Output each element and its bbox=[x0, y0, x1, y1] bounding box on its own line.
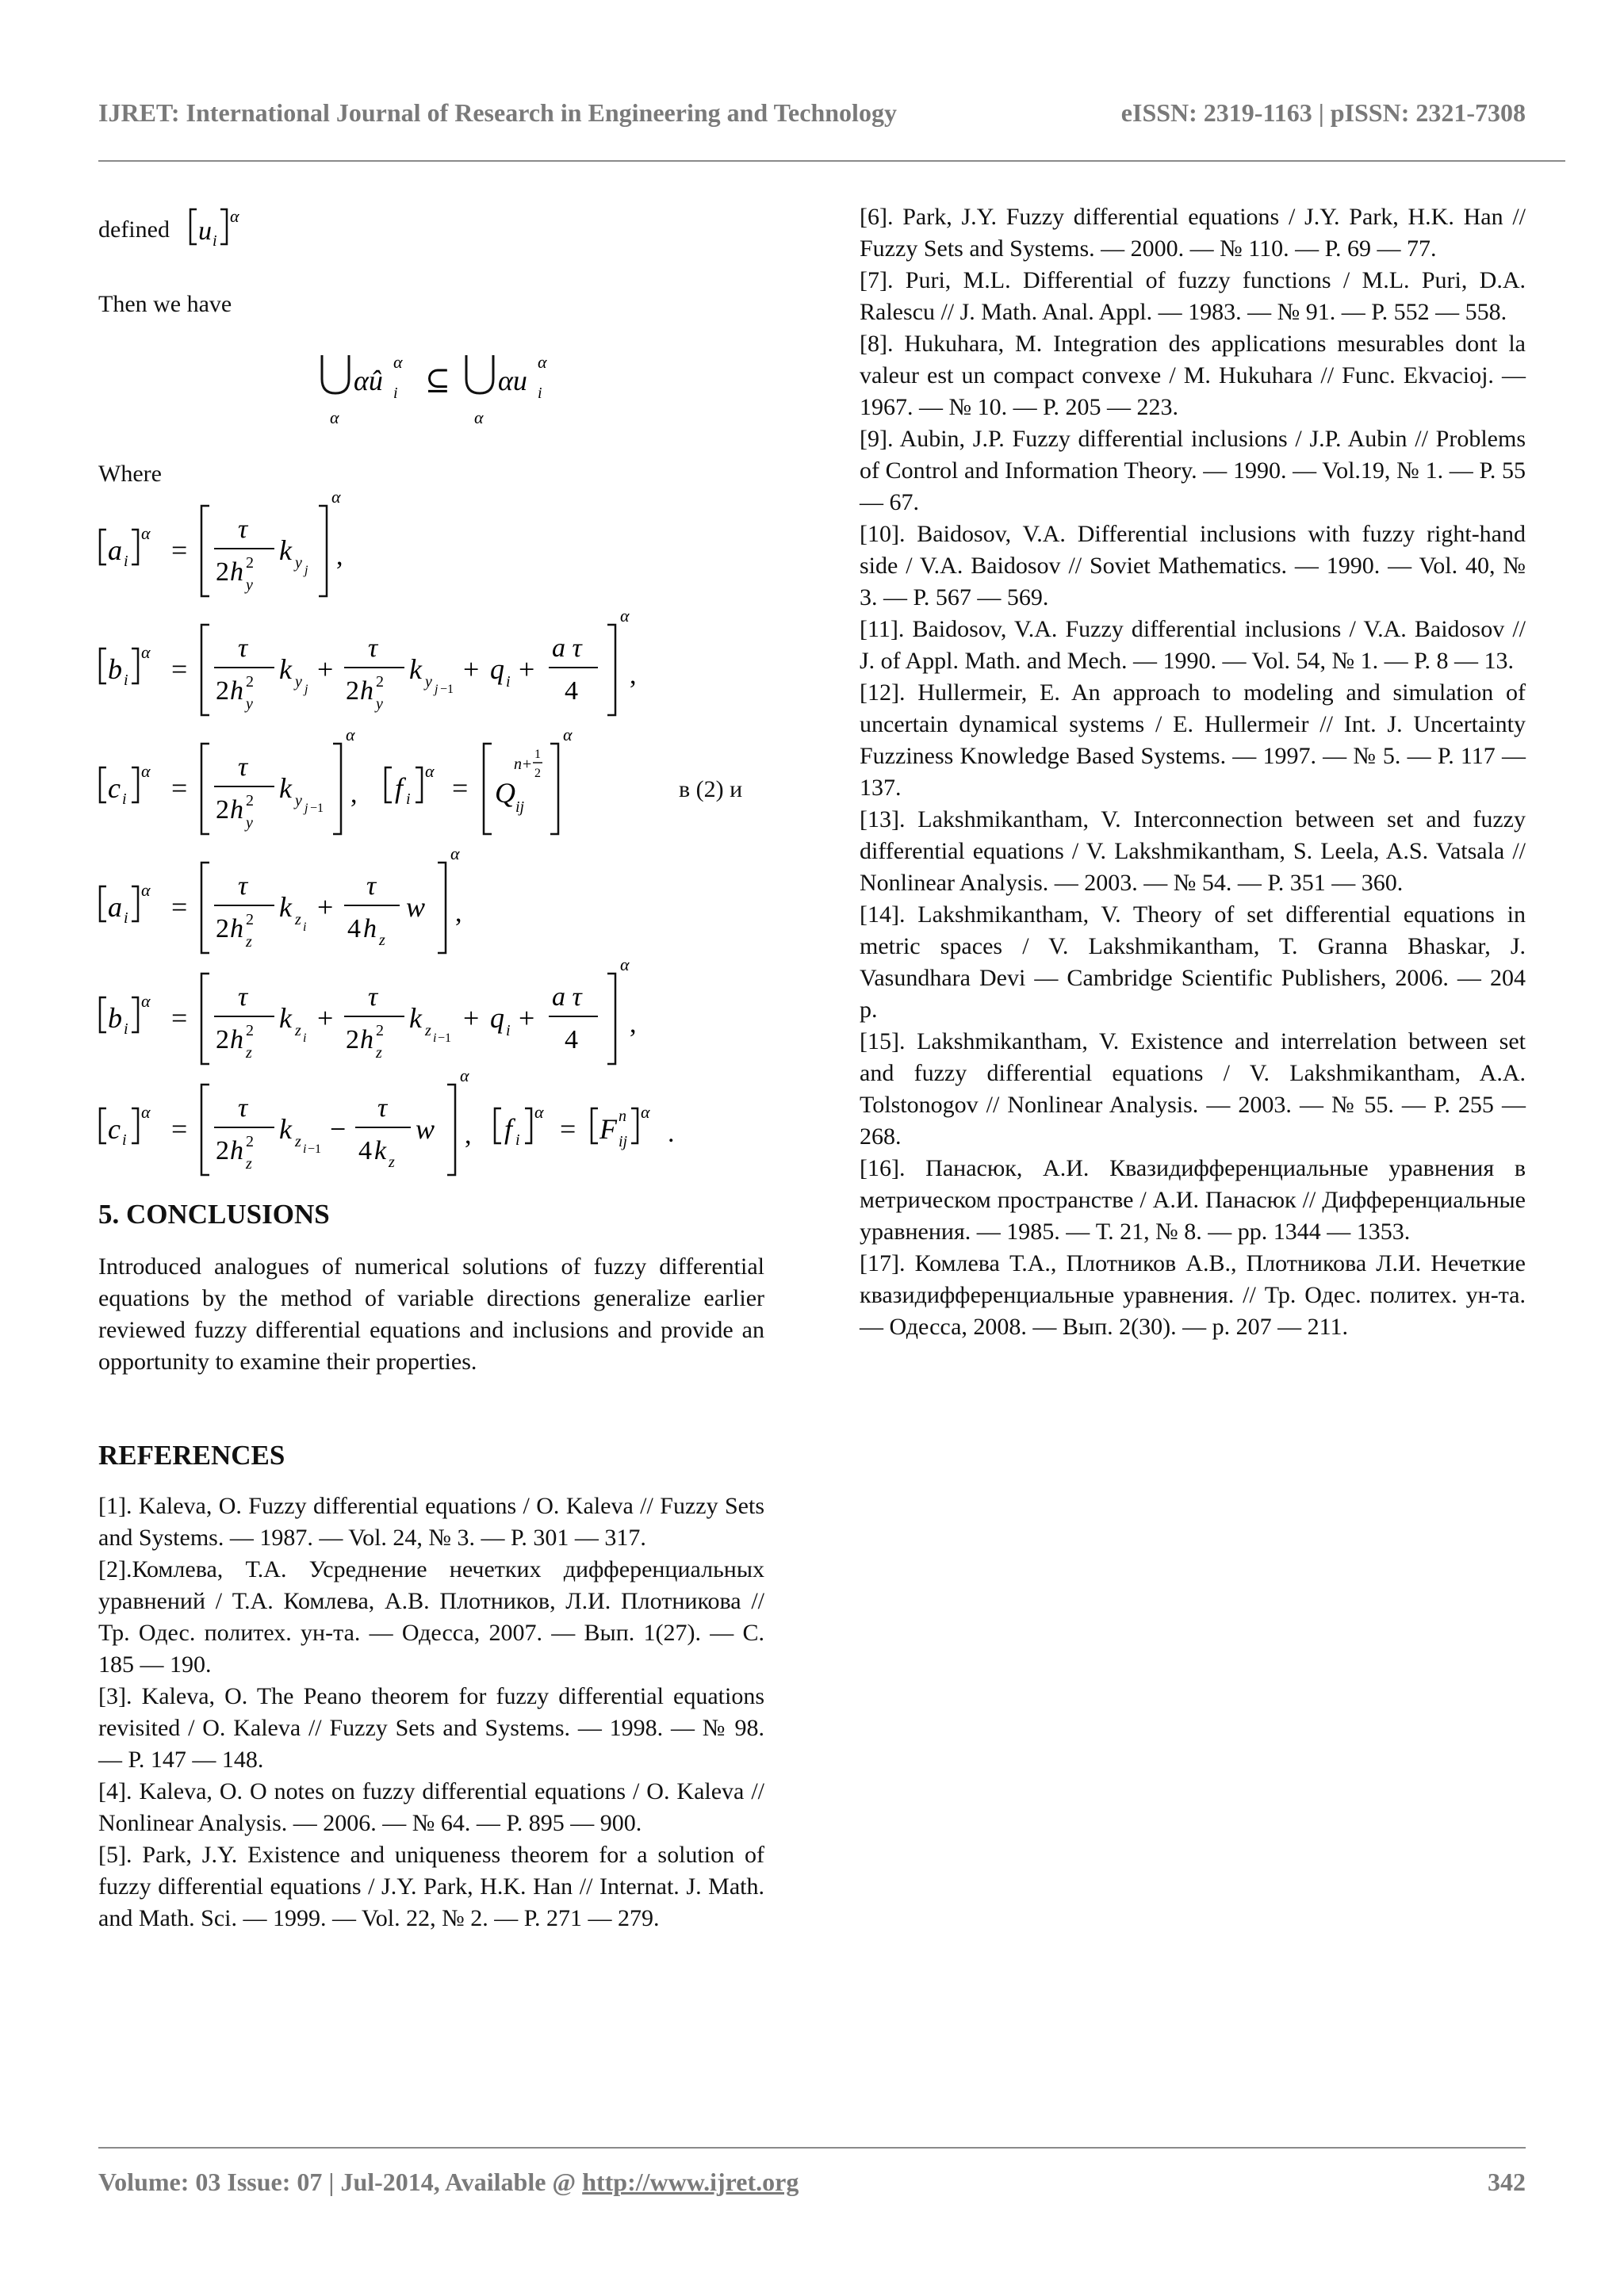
reference-item: [3]. Kaleva, O. The Peano theorem for fuzzy differential equations revisited / O. Kaleva // Fuzzy Sets and Systems. — 1998. — № 98. — P. 147 — 148. bbox=[98, 1683, 764, 1773]
svg-text:h: h bbox=[360, 676, 373, 706]
header-divider bbox=[98, 160, 1565, 162]
reference-item: [4]. Kaleva, O. O notes on fuzzy differential equations / O. Kaleva // Nonlinear Analysis. — 2006. — № 64. — P. 895 — 900. bbox=[98, 1778, 764, 1836]
svg-text:4: 4 bbox=[358, 1136, 372, 1165]
svg-text:n: n bbox=[619, 1108, 626, 1125]
svg-text:h: h bbox=[360, 1025, 373, 1054]
svg-text:2: 2 bbox=[216, 795, 229, 825]
svg-text:2: 2 bbox=[246, 792, 254, 809]
svg-text:h: h bbox=[230, 1025, 243, 1054]
reference-item: [15]. Lakshmikantham, V. Existence and interrelation between set and fuzzy differential equations / V. Lakshmikantham, A.A. Tolstonogov // Nonlinear Analysis. — 2003. — № 55. — P. 255 — 268. bbox=[860, 1028, 1526, 1150]
svg-text:n: n bbox=[514, 756, 522, 773]
svg-text:z: z bbox=[389, 1154, 395, 1171]
svg-text:=: = bbox=[171, 1002, 188, 1034]
svg-text:y: y bbox=[246, 695, 253, 713]
svg-text:f: f bbox=[395, 772, 404, 804]
svg-text:z: z bbox=[379, 932, 385, 949]
svg-text:=: = bbox=[560, 1113, 576, 1145]
svg-text:=: = bbox=[171, 653, 188, 685]
svg-text:ij: ij bbox=[619, 1133, 628, 1150]
svg-text:j: j bbox=[304, 802, 308, 815]
reference-item: [12]. Hullermeir, E. An approach to modeling and simulation of uncertain dynamical systems / E. Hullermeir // Int. J. Uncertainty Fuzziness Knowledge Based Systems. — 1997. — № 5. — P. 117 — 137. bbox=[860, 679, 1526, 801]
references-list-left bbox=[98, 1490, 764, 1934]
svg-text:τ: τ bbox=[368, 633, 378, 663]
then-we-have-label: Then we have bbox=[98, 291, 232, 317]
svg-text:a τ: a τ bbox=[552, 982, 582, 1012]
svg-text:z: z bbox=[246, 1044, 252, 1062]
page-number: 342 bbox=[1488, 2168, 1526, 2196]
svg-text:z: z bbox=[295, 911, 301, 928]
svg-text:=: = bbox=[171, 1113, 188, 1145]
svg-text:h: h bbox=[230, 557, 243, 587]
svg-text:F: F bbox=[599, 1113, 617, 1145]
svg-text:+: + bbox=[523, 756, 532, 773]
svg-text:2: 2 bbox=[216, 1136, 229, 1165]
journal-link[interactable]: http://www.ijret.org bbox=[582, 2168, 799, 2196]
reference-item: [11]. Baidosov, V.A. Fuzzy differential inclusions / V.A. Baidosov // J. of Appl. Math. and Mech. — 1990. — Vol. 54, № 1. — P. 8 — 13. bbox=[860, 616, 1526, 674]
reference-item: [10]. Baidosov, V.A. Differential inclusions with fuzzy right-hand side / V.A. Baidosov // Soviet Mathematics. — 1990. — Vol. 40, № 3. — P. 567 — 569. bbox=[860, 521, 1526, 610]
svg-text:4: 4 bbox=[347, 914, 361, 943]
svg-text:k: k bbox=[409, 1002, 422, 1034]
conclusions-heading: 5. CONCLUSIONS bbox=[98, 1199, 330, 1230]
svg-text:τ: τ bbox=[238, 515, 248, 544]
svg-text:i: i bbox=[213, 232, 217, 250]
svg-text:w: w bbox=[416, 1113, 435, 1145]
svg-text:y: y bbox=[295, 792, 302, 809]
right-column bbox=[860, 201, 1526, 1343]
svg-text:α: α bbox=[534, 1102, 544, 1122]
svg-text:j: j bbox=[304, 683, 308, 696]
svg-text:α: α bbox=[141, 991, 151, 1011]
svg-text:i: i bbox=[433, 1031, 437, 1045]
svg-text:2: 2 bbox=[346, 676, 359, 706]
svg-text:−1: −1 bbox=[438, 1031, 452, 1045]
issn-label: eISSN: 2319-1163 | pISSN: 2321-7308 bbox=[1120, 98, 1526, 127]
svg-text:h: h bbox=[230, 1136, 243, 1165]
reference-item: [14]. Lakshmikantham, V. Theory of set differential equations in metric spaces / V. Lakshmikantham, T. Granna Bhaskar, J. Vasundhara Devi — Cambridge Scientific Publishers, 2006. — 204 p. bbox=[860, 901, 1526, 1023]
svg-text:i: i bbox=[124, 909, 128, 927]
defined-label: defined bbox=[98, 216, 170, 243]
svg-text:α: α bbox=[620, 959, 630, 974]
svg-text:c: c bbox=[108, 772, 121, 804]
svg-text:2: 2 bbox=[246, 1022, 254, 1039]
svg-text:z: z bbox=[246, 933, 252, 951]
svg-text:2: 2 bbox=[346, 1025, 359, 1054]
svg-text:h: h bbox=[363, 914, 377, 943]
svg-text:α: α bbox=[460, 1070, 469, 1085]
svg-text:y: y bbox=[425, 673, 432, 691]
svg-text:2: 2 bbox=[246, 554, 254, 572]
svg-text:−1: −1 bbox=[440, 683, 454, 696]
svg-text:a τ: a τ bbox=[552, 633, 582, 663]
reference-item: [16]. Панасюк, А.И. Квазидифференциальные уравнения в метрическом пространстве / А.И. Панасюк // Дифференциальные уравнения. — 1985. — Т. 21, № 8. — pp. 1344 — 1353. bbox=[860, 1155, 1526, 1245]
svg-text:,: , bbox=[455, 898, 462, 928]
reference-item: [17]. Комлева Т.А., Плотников А.В., Плотникова Л.И. Нечеткие квазидифференциальные уравнения. // Тр. Одес. политех. ун-та. — Одесса, 2008. — Вып. 2(30). — p. 207 — 211. bbox=[860, 1250, 1526, 1340]
svg-text:i: i bbox=[124, 1020, 128, 1038]
svg-text:i: i bbox=[506, 673, 511, 691]
svg-text:k: k bbox=[279, 653, 292, 685]
footer-divider bbox=[98, 2147, 1526, 2149]
page-footer bbox=[98, 2168, 1526, 2206]
svg-text:τ: τ bbox=[238, 752, 248, 782]
svg-text:2: 2 bbox=[534, 767, 541, 780]
svg-text:+: + bbox=[463, 653, 480, 685]
svg-text:1: 1 bbox=[534, 748, 541, 761]
page-header bbox=[98, 98, 1526, 136]
svg-text:α: α bbox=[393, 352, 403, 372]
svg-text:2: 2 bbox=[216, 557, 229, 587]
footer-volume bbox=[98, 2168, 799, 2197]
equation-b-z bbox=[98, 959, 764, 1082]
svg-text:b: b bbox=[108, 1002, 122, 1034]
svg-text:j: j bbox=[435, 683, 439, 696]
reference-item: [2].Комлева, Т.А. Усреднение нечетких дифференциальных уравнений / Т.А. Комлева, А.В. Плотников, Л.И. Плотникова // Тр. Одес. политех. ун-та. — Одесса, 2007. — Вып. 1(27). — С. 185 — 190. bbox=[98, 1556, 764, 1678]
svg-text:.: . bbox=[668, 1119, 675, 1148]
svg-text:z: z bbox=[425, 1022, 431, 1039]
svg-text:,: , bbox=[630, 1009, 637, 1039]
svg-text:αu: αu bbox=[498, 365, 527, 396]
svg-text:+: + bbox=[519, 1002, 535, 1034]
svg-text:α: α bbox=[141, 642, 151, 662]
svg-text:i: i bbox=[538, 385, 542, 402]
svg-text:−1: −1 bbox=[308, 1142, 322, 1156]
svg-text:i: i bbox=[393, 385, 398, 402]
svg-text:2: 2 bbox=[246, 911, 254, 928]
svg-text:α: α bbox=[538, 352, 547, 372]
svg-text:+: + bbox=[317, 1002, 334, 1034]
equation-union-inclusion bbox=[314, 341, 647, 432]
svg-text:+: + bbox=[317, 653, 334, 685]
svg-text:+: + bbox=[317, 891, 334, 923]
svg-text:h: h bbox=[230, 914, 243, 943]
svg-text:i: i bbox=[124, 672, 128, 689]
v2-label: в (2) и bbox=[679, 776, 743, 802]
svg-text:f: f bbox=[504, 1113, 513, 1145]
svg-text:2: 2 bbox=[216, 914, 229, 943]
svg-text:i: i bbox=[122, 790, 127, 808]
svg-text:αû: αû bbox=[354, 365, 383, 396]
svg-text:2: 2 bbox=[246, 673, 254, 691]
svg-text:α: α bbox=[346, 729, 355, 744]
svg-text:Q: Q bbox=[495, 777, 515, 809]
svg-text:q: q bbox=[490, 653, 504, 685]
svg-text:i: i bbox=[124, 553, 128, 570]
svg-text:−: − bbox=[330, 1113, 347, 1145]
reference-item: [13]. Lakshmikantham, V. Interconnection between set and fuzzy differential equations / V. Lakshmikantham, S. Leela, A.S. Vatsala // Nonlinear Analysis. — 2003. — № 54. — P. 351 — 360. bbox=[860, 806, 1526, 896]
svg-text:,: , bbox=[336, 541, 343, 571]
reference-item: [9]. Aubin, J.P. Fuzzy differential inclusions / J.P. Aubin // Problems of Control and Information Theory. — 1990. — Vol.19, № 1. — P. 55 — 67. bbox=[860, 426, 1526, 515]
svg-text:y: y bbox=[246, 576, 253, 594]
references-list-right bbox=[860, 201, 1526, 1343]
svg-text:k: k bbox=[279, 1113, 292, 1145]
footer-volume-text: Volume: 03 Issue: 07 | Jul-2014, Available @ bbox=[98, 2168, 583, 2196]
svg-text:,: , bbox=[465, 1120, 472, 1150]
svg-text:y: y bbox=[376, 695, 383, 713]
equation-a-z bbox=[98, 848, 653, 971]
svg-text:k: k bbox=[374, 1136, 387, 1165]
svg-text:α: α bbox=[620, 610, 630, 626]
svg-text:2: 2 bbox=[376, 673, 384, 691]
svg-text:τ: τ bbox=[366, 871, 377, 901]
svg-text:a: a bbox=[108, 534, 122, 566]
svg-text:y: y bbox=[246, 814, 253, 832]
svg-text:+: + bbox=[463, 1002, 480, 1034]
svg-text:z: z bbox=[295, 1022, 301, 1039]
svg-text:τ: τ bbox=[377, 1093, 388, 1123]
svg-text:i: i bbox=[506, 1022, 511, 1039]
svg-text:α: α bbox=[331, 492, 341, 507]
svg-text:j: j bbox=[304, 564, 308, 577]
svg-text:=: = bbox=[452, 772, 469, 804]
reference-item: [1]. Kaleva, O. Fuzzy differential equations / O. Kaleva // Fuzzy Sets and Systems. — 1987. — Vol. 24, № 3. — P. 301 — 317. bbox=[98, 1493, 764, 1551]
svg-text:τ: τ bbox=[238, 871, 248, 901]
svg-text:2: 2 bbox=[246, 1133, 254, 1150]
svg-text:i: i bbox=[122, 1131, 127, 1149]
svg-text:α: α bbox=[425, 761, 435, 781]
svg-text:k: k bbox=[409, 653, 422, 685]
svg-text:,: , bbox=[630, 660, 637, 690]
svg-text:α: α bbox=[450, 848, 460, 863]
svg-text:z: z bbox=[246, 1155, 252, 1173]
references-heading: REFERENCES bbox=[98, 1440, 285, 1471]
svg-text:τ: τ bbox=[238, 1093, 248, 1123]
journal-title: IJRET: International Journal of Research in Engineering and Technology bbox=[98, 98, 897, 127]
svg-text:i: i bbox=[303, 920, 307, 934]
svg-text:⊆: ⊆ bbox=[425, 364, 450, 397]
where-label: Where bbox=[98, 461, 162, 487]
svg-text:α: α bbox=[474, 408, 484, 427]
svg-text:a: a bbox=[108, 891, 122, 923]
svg-text:+: + bbox=[519, 653, 535, 685]
svg-text:,: , bbox=[350, 779, 358, 809]
svg-text:τ: τ bbox=[368, 982, 378, 1012]
svg-text:z: z bbox=[376, 1044, 382, 1062]
svg-text:c: c bbox=[108, 1113, 121, 1145]
svg-text:=: = bbox=[171, 891, 188, 923]
svg-text:k: k bbox=[279, 772, 292, 804]
svg-text:α: α bbox=[141, 880, 151, 900]
svg-text:y: y bbox=[295, 554, 302, 572]
svg-text:k: k bbox=[279, 891, 292, 923]
svg-text:k: k bbox=[279, 1002, 292, 1034]
equation-defined-u bbox=[186, 203, 257, 258]
svg-text:α: α bbox=[141, 761, 151, 781]
svg-text:u: u bbox=[198, 216, 212, 246]
svg-text:α: α bbox=[563, 729, 573, 744]
svg-text:=: = bbox=[171, 772, 188, 804]
svg-text:2: 2 bbox=[216, 1025, 229, 1054]
svg-text:i: i bbox=[515, 1131, 520, 1149]
svg-text:2: 2 bbox=[216, 676, 229, 706]
svg-text:k: k bbox=[279, 534, 292, 566]
svg-text:ij: ij bbox=[515, 798, 525, 816]
svg-text:q: q bbox=[490, 1002, 504, 1034]
svg-text:4: 4 bbox=[565, 676, 578, 706]
equation-c-y-f bbox=[98, 729, 669, 852]
svg-text:α: α bbox=[330, 408, 339, 427]
reference-item: [5]. Park, J.Y. Existence and uniqueness theorem for a solution of fuzzy differential equations / J.Y. Park, H.K. Han // Internat. J. Math. and Math. Sci. — 1999. — Vol. 22, № 2. — P. 271 — 279. bbox=[98, 1842, 764, 1931]
svg-text:h: h bbox=[230, 795, 243, 825]
reference-item: [6]. Park, J.Y. Fuzzy differential equations / J.Y. Park, H.K. Han // Fuzzy Sets and Systems. — 2000. — № 110. — P. 69 — 77. bbox=[860, 204, 1526, 262]
svg-text:α: α bbox=[230, 206, 239, 226]
reference-item: [8]. Hukuhara, M. Integration des applications mesurables dont la valeur est un compact convexe / M. Hukuhara // Func. Ekvacioj. — 1967. — № 10. — P. 205 — 223. bbox=[860, 331, 1526, 420]
svg-text:α: α bbox=[141, 523, 151, 543]
svg-text:−1: −1 bbox=[310, 802, 324, 815]
svg-text:α: α bbox=[141, 1102, 151, 1122]
svg-text:h: h bbox=[230, 676, 243, 706]
svg-text:y: y bbox=[295, 673, 302, 691]
svg-text:τ: τ bbox=[238, 982, 248, 1012]
svg-text:α: α bbox=[641, 1102, 650, 1122]
svg-text:i: i bbox=[406, 790, 411, 808]
svg-text:z: z bbox=[295, 1133, 301, 1150]
svg-text:b: b bbox=[108, 653, 122, 685]
equation-b-y bbox=[98, 610, 764, 733]
svg-text:=: = bbox=[171, 534, 188, 566]
svg-text:4: 4 bbox=[565, 1025, 578, 1054]
svg-text:i: i bbox=[303, 1031, 307, 1045]
svg-text:i: i bbox=[303, 1142, 307, 1156]
equation-c-z-f bbox=[98, 1070, 764, 1193]
svg-text:2: 2 bbox=[376, 1022, 384, 1039]
conclusions-text: Introduced analogues of numerical solutions of fuzzy differential equations by the method of variable directions generalize earlier reviewed fuzzy differential equations and inclusions and provide an opportunity to examine their properties. bbox=[98, 1253, 764, 1375]
reference-item: [7]. Puri, M.L. Differential of fuzzy functions / M.L. Puri, D.A. Ralescu // J. Math. Anal. Appl. — 1983. — № 91. — P. 552 — 558. bbox=[860, 267, 1526, 325]
svg-text:w: w bbox=[406, 891, 426, 923]
equation-a-y bbox=[98, 492, 653, 614]
svg-text:τ: τ bbox=[238, 633, 248, 663]
